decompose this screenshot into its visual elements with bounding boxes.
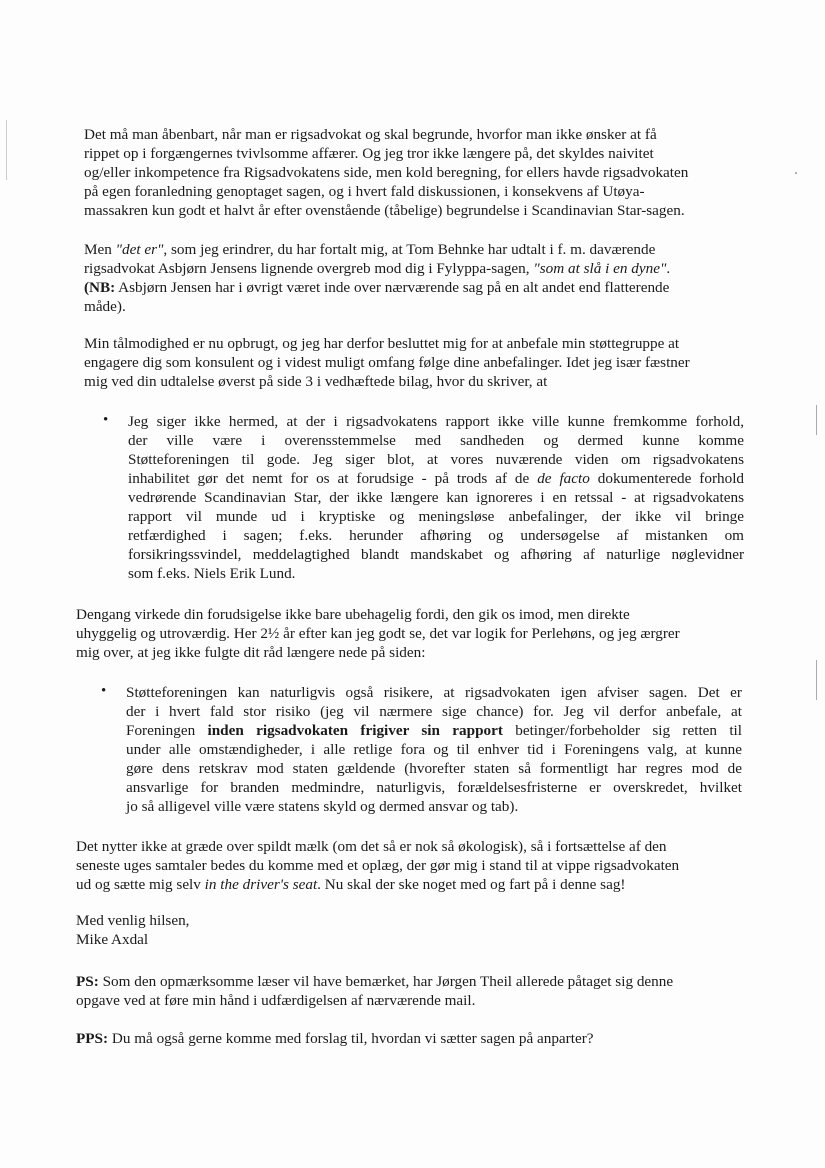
italic-quote: "det er" [115,241,164,258]
text-line: vedrørende Scandinavian Star, der ikke længere kan ignoreres i en retssal - at rigsadvokatens [128,489,744,506]
text-line: på egen foranledning genoptaget sagen, og i hvert fald diskussionen, i konsekvens af Utøya- [84,183,645,200]
italic-term: de facto [537,470,590,487]
text-line: rapport vil munde ud i kryptiske og meningsløse anbefalinger, der ikke vil bringe [128,508,744,525]
paragraph-3 [84,334,744,391]
text-line [84,259,744,278]
text-line: gøre dens retskrav mod staten gældende (hvorefter staten så formentligt har regres mod de [126,760,742,777]
text-line [76,972,746,991]
text-line: måde). [84,298,126,315]
text-line [126,721,742,740]
text-line: som f.eks. Niels Erik Lund. [128,565,296,582]
text-line [76,875,746,894]
text-line: uhyggelig og utroværdig. Her 2½ år efter kan jeg godt se, det var logik for Perlehøns, og jeg ærgrer [76,625,680,642]
text-run: Asbjørn Jensen har i øvrigt været inde over nærværende sag på en alt andet end flatterende [115,279,670,296]
paragraph-5 [76,837,746,894]
text-line [84,278,744,297]
text-line: forsikringssvindel, meddelagtighed blandt mandskabet og afhøring af naturlige nøglevidner [128,546,744,563]
text-run: Men [84,241,116,258]
text-line: Jeg siger ikke hermed, at der i rigsadvokatens rapport ikke ville kunne fremkomme forhold, [128,413,744,430]
italic-phrase: in the driver's seat [204,876,318,893]
text-line [128,469,744,488]
nb-label: (NB: [84,279,116,296]
bold-phrase: inden rigsadvokaten frigiver sin rapport [207,722,503,739]
postscript [76,972,746,1010]
scan-speck [795,172,797,174]
text-line: ansvarlige for branden medmindre, naturligvis, forældelsesfristerne er overskredet, hvilket [126,779,742,796]
text-line: og/eller inkompetence fra Rigsadvokatens side, men kold beregning, for ellers havde rigsadvokaten [84,164,689,181]
scan-edge-line [816,405,817,435]
scan-edge-line [816,660,817,700]
text-run: betinger/forbeholder sig retten til [502,722,742,739]
text-line: seneste uges samtaler bedes du komme med et oplæg, der gør mig i stand til at vippe rigsadvokaten [76,857,680,874]
text-run: ud og sætte mig selv [76,876,205,893]
text-run: . [666,260,671,277]
text-line [84,240,744,259]
bullet-2-text [126,683,742,816]
paragraph-4 [76,605,746,662]
text-line: engagere dig som konsulent og i videst muligt omfang følge dine anbefalinger. Idet jeg især fæstner [84,354,690,371]
paragraph-2 [84,240,744,316]
text-run: . Nu skal der ske noget med og fart på i denne sag! [317,876,626,893]
italic-quote: "som at slå i en dyne" [533,260,667,277]
text-line: retfærdighed i sagen; f.eks. herunder afhøring og undersøgelse af mistanken om [128,527,744,544]
text-run: , som jeg erindrer, du har fortalt mig, at Tom Behnke har udtalt i f. m. daværende [163,241,656,258]
text-line: Det nytter ikke at græde over spildt mælk (om det så er nok så økologisk), så i fortsættelse af den [76,838,667,855]
text-run: Foreningen [126,722,208,739]
text-line: mig over, at jeg ikke fulgte dit råd længere nede på siden: [76,644,426,661]
post-postscript [76,1029,746,1048]
signature-name: Mike Axdal [76,931,149,948]
text-run: rigsadvokat Asbjørn Jensens lignende overgreb mod dig i Fylyppa-sagen, [84,260,534,277]
text-line: under alle omstændigheder, i alle retlige fora og til enhver tid i Foreningens valg, at kunne [126,741,742,758]
text-line: opgave ved at føre min hånd i udfærdigelsen af nærværende mail. [76,992,476,1009]
text-run: inhabilitet gør det nemt for os at forudsige - på trods af de [128,470,538,487]
text-line: Støtteforeningen til gode. Jeg siger blot, at vores nuværende viden om rigsadvokatens [128,451,744,468]
closing [76,911,476,949]
paragraph-1 [84,125,744,220]
text-line: rippet op i forgængernes tvivlsomme affærer. Og jeg tror ikke længere på, det skyldes naivitet [84,145,654,162]
text-line: mig ved din udtalelse øverst på side 3 i vedhæftede bilag, hvor du skriver, at [84,373,548,390]
bullet-1-symbol: • [103,412,109,428]
text-line: Støtteforeningen kan naturligvis også risikere, at rigsadvokaten igen afviser sagen. Det er [126,684,742,701]
text-line: Dengang virkede din forudsigelse ikke bare ubehagelig fordi, den gik os imod, men direkte [76,606,630,623]
text-line [76,1029,746,1048]
closing-greeting: Med venlig hilsen, [76,912,190,929]
text-line: Det må man åbenbart, når man er rigsadvokat og skal begrunde, hvorfor man ikke ønsker at få [84,126,657,143]
bullet-1-text [128,412,744,583]
ps-label: PS: [76,973,99,990]
text-run: Du må også gerne komme med forslag til, hvordan vi sætter sagen på anparter? [108,1030,594,1047]
text-line: jo så alligevel ville være statens skyld og dermed ansvar og tab). [126,798,519,815]
text-line: Min tålmodighed er nu opbrugt, og jeg har derfor besluttet mig for at anbefale min støttegruppe at [84,335,680,352]
text-line: massakren kun godt et halvt år efter ovenstående (tåbelige) begrundelse i Scandinavian Star-sagen. [84,202,685,219]
bullet-2-symbol: • [101,683,107,699]
text-line: der i hvert fald stor risiko (jeg vil nærmere sige chance) for. Jeg vil derfor anbefale, at [126,703,742,720]
text-line: der ville være i overensstemmelse med sandheden og dermed kunne komme [128,432,744,449]
scan-edge-line [6,120,7,180]
pps-label: PPS: [76,1030,109,1047]
text-run: dokumenterede forhold [589,470,745,487]
text-run: Som den opmærksomme læser vil have bemærket, har Jørgen Theil allerede påtaget sig denne [98,973,674,990]
